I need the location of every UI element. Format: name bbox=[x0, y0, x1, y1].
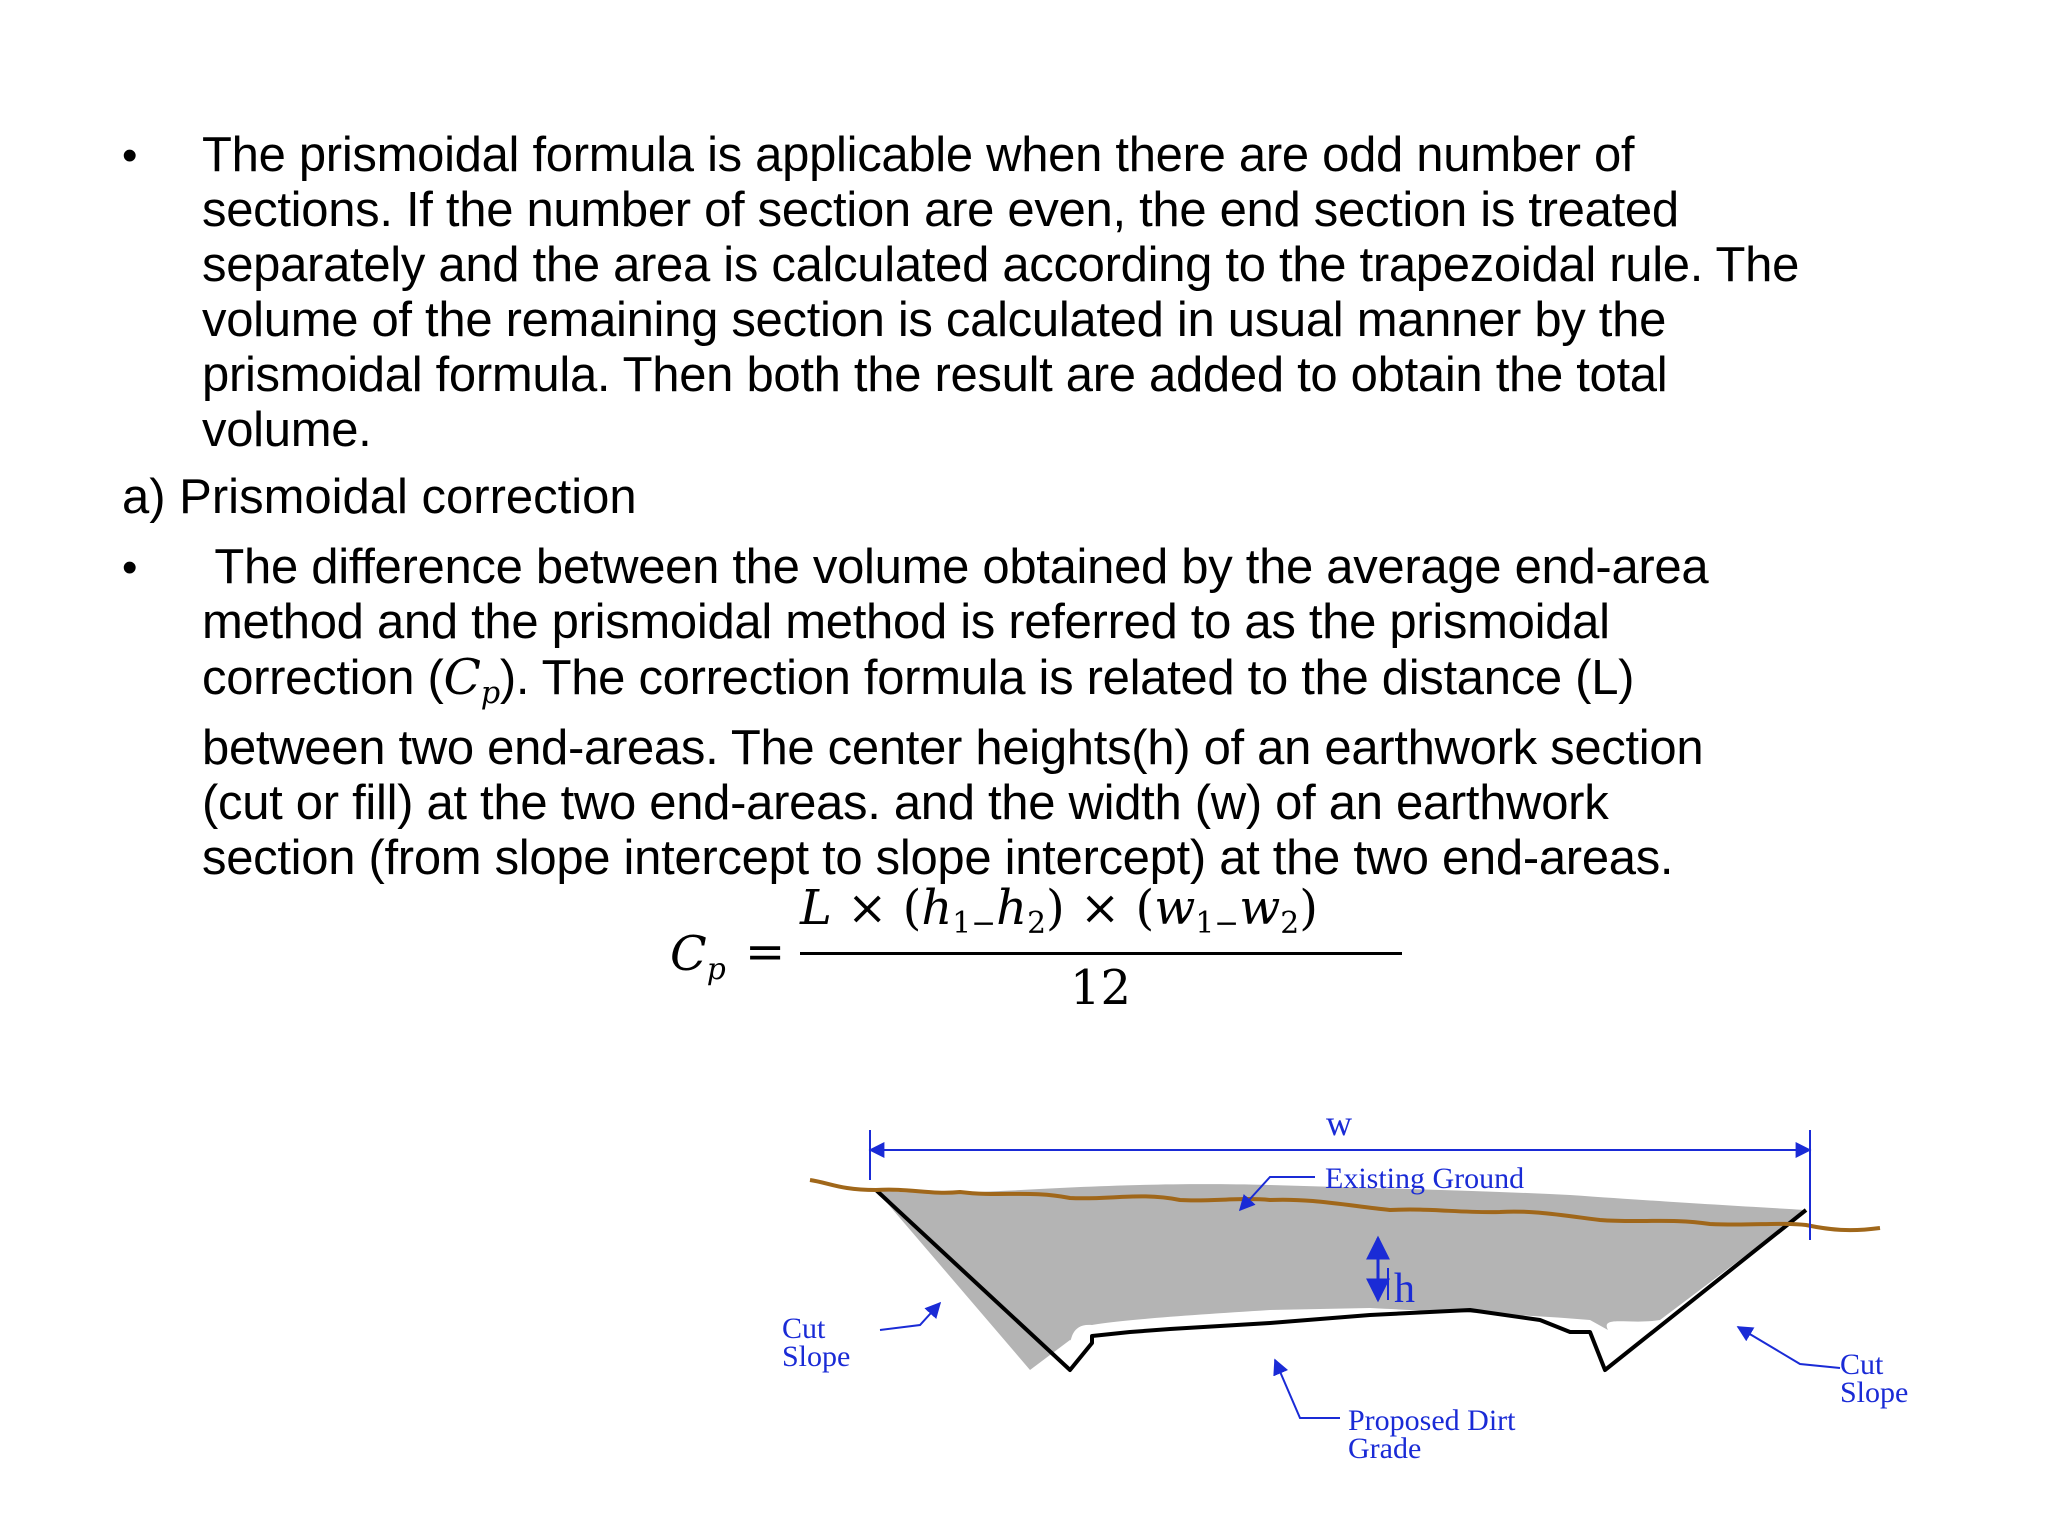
num-h2-sub: 2 bbox=[1027, 905, 1047, 941]
num-h1-sub: 1 bbox=[952, 905, 972, 941]
cut-section-fill bbox=[876, 1184, 1806, 1370]
proposed-grade-line: Proposed Dirt bbox=[1348, 1404, 1516, 1437]
num-w2-sub: 2 bbox=[1280, 905, 1300, 941]
fraction-bar bbox=[800, 952, 1402, 955]
cut-slope-right-leader bbox=[1738, 1327, 1840, 1368]
height-label: h bbox=[1394, 1266, 1415, 1312]
bullet-one-text bbox=[202, 128, 2042, 458]
num-w1: w bbox=[1154, 880, 1196, 936]
formula-c: C bbox=[670, 926, 707, 982]
cp-subscript: p bbox=[480, 676, 500, 712]
text-fragment: ). The correction formula is related to the distance (L) bbox=[499, 651, 1635, 705]
num-minus-2: − bbox=[1214, 905, 1240, 941]
bullet-two-line: (cut or fill) at the two end-areas. and the width (w) of an earthwork bbox=[202, 776, 1609, 831]
bullet-one-line: prismoidal formula. Then both the result are added to obtain the total bbox=[202, 348, 1668, 402]
prismoidal-correction-formula bbox=[660, 880, 1420, 1030]
bullet-marker: • bbox=[122, 131, 138, 180]
num-minus: − bbox=[971, 905, 997, 941]
num-h1: h bbox=[921, 880, 953, 936]
bullet-two-line-with-symbol bbox=[202, 650, 2042, 721]
bullet-marker: • bbox=[122, 543, 138, 592]
num-close-2: ) bbox=[1299, 880, 1318, 936]
proposed-grade-leader bbox=[1275, 1360, 1340, 1418]
bullet-one-line: volume. bbox=[202, 403, 372, 457]
num-open: ( bbox=[902, 880, 922, 936]
num-w2: w bbox=[1239, 880, 1281, 936]
section-heading: a) Prismoidal correction bbox=[122, 470, 637, 524]
formula-lhs bbox=[670, 926, 726, 987]
cut-slope-left-line: Cut bbox=[782, 1312, 826, 1345]
bullet-two-line: section (from slope intercept to slope intercept) at the two end-areas. bbox=[202, 831, 1674, 886]
cut-slope-left-leader bbox=[880, 1303, 940, 1330]
formula-numerator bbox=[800, 880, 1318, 941]
bullet-one-line: volume of the remaining section is calculated in usual manner by the bbox=[202, 293, 1667, 347]
cut-slope-left-label bbox=[782, 1312, 850, 1373]
num-open-2: ( bbox=[1135, 880, 1155, 936]
proposed-grade-label bbox=[1348, 1404, 1523, 1465]
existing-ground-label: Existing Ground bbox=[1325, 1162, 1525, 1195]
num-times: × bbox=[847, 880, 888, 936]
proposed-grade-line: Grade bbox=[1348, 1432, 1422, 1465]
earthwork-cross-section-diagram bbox=[770, 1040, 1970, 1480]
num-L: L bbox=[800, 880, 832, 936]
num-close: ) bbox=[1046, 880, 1065, 936]
cut-slope-right-line: Slope bbox=[1840, 1376, 1909, 1409]
bullet-two-line: method and the prismoidal method is referred to as the prismoidal bbox=[202, 595, 1610, 649]
cp-symbol bbox=[443, 649, 500, 712]
bullet-two-line: between two end-areas. The center heights(h) of an earthwork section bbox=[202, 721, 1704, 776]
width-label: w bbox=[1326, 1103, 1352, 1143]
text-fragment: correction ( bbox=[202, 651, 444, 705]
bullet-two-text bbox=[202, 540, 2042, 886]
bullet-one-line: The prismoidal formula is applicable when there are odd number of bbox=[202, 128, 1635, 182]
formula-equals: = bbox=[745, 924, 786, 980]
cp-letter: C bbox=[443, 649, 481, 706]
bullet-one-line: sections. If the number of section are even, the end section is treated bbox=[202, 183, 1679, 237]
bullet-two-line: The difference between the volume obtained by the average end-area bbox=[202, 540, 1709, 594]
bullet-one-line: separately and the area is calculated according to the trapezoidal rule. The bbox=[202, 238, 1800, 292]
cut-slope-right-line: Cut bbox=[1840, 1348, 1884, 1381]
num-times-2: × bbox=[1080, 880, 1121, 936]
num-w1-sub: 1 bbox=[1195, 905, 1215, 941]
cut-slope-left-line: Slope bbox=[782, 1340, 851, 1373]
formula-denominator: 12 bbox=[1070, 960, 1132, 1016]
formula-c-sub: p bbox=[706, 951, 726, 987]
cut-slope-right-label bbox=[1840, 1348, 1908, 1409]
num-h2: h bbox=[996, 880, 1028, 936]
